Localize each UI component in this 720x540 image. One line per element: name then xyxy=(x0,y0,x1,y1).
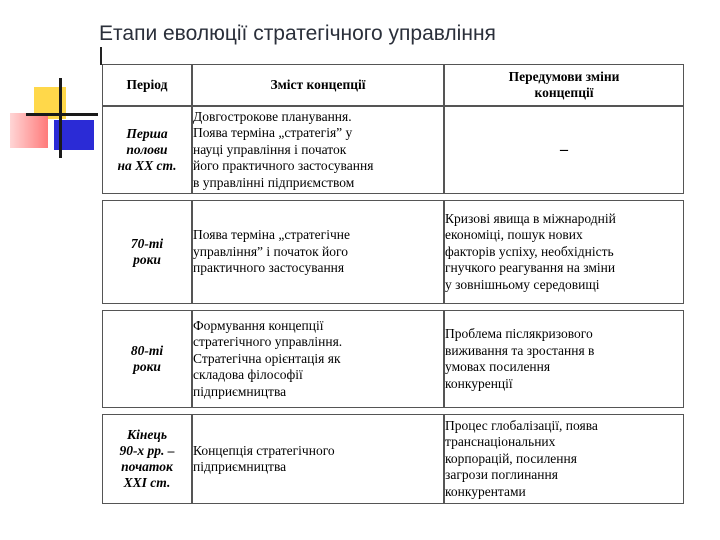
row-3-prerequisites: Проблема післякризового виживання та зростання в умовах посилення конкуренції xyxy=(444,310,684,408)
table-row xyxy=(102,200,684,304)
row-2-period: 70-ті роки xyxy=(102,200,192,304)
evolution-table xyxy=(102,64,684,504)
row-2-prerequisites: Кризові явища в міжнародній економіці, пошук нових факторів успіху, необхідність гнучкого реагування на зміни у зовнішньому середовищі xyxy=(444,200,684,304)
row-4-prerequisites: Процес глобалізації, поява транснаціональних корпорацій, посилення загрози поглинання конкурентами xyxy=(444,414,684,504)
table-tick-mark xyxy=(100,47,102,65)
header-content: Зміст концепції xyxy=(192,64,444,106)
row-3-content: Формування концепції стратегічного управління. Стратегічна орієнтація як складова філософії підприємництва xyxy=(192,310,444,408)
table-row xyxy=(102,414,684,504)
row-1-prerequisites: – xyxy=(444,106,684,194)
horizontal-line xyxy=(26,113,98,116)
table-row xyxy=(102,310,684,408)
vertical-line xyxy=(59,78,62,158)
header-prerequisites: Передумови зміни концепції xyxy=(444,64,684,106)
decorative-squares-graphic xyxy=(0,0,110,170)
table-row xyxy=(102,106,684,194)
row-4-content: Концепція стратегічного підприємництва xyxy=(192,414,444,504)
row-2-content: Поява терміна „стратегічне управління” і початок його практичного застосування xyxy=(192,200,444,304)
row-1-period: Перша полови на ХХ ст. xyxy=(102,106,192,194)
row-3-period: 80-ті роки xyxy=(102,310,192,408)
slide-title: Етапи еволюції стратегічного управління xyxy=(99,22,496,45)
row-4-period: Кінець 90-х рр. – початок ХХІ ст. xyxy=(102,414,192,504)
header-period: Період xyxy=(102,64,192,106)
table-header-row xyxy=(102,64,684,106)
pink-square xyxy=(10,113,48,148)
row-1-content: Довгострокове планування. Поява терміна „стратегія” у науці управління і початок його практичного застосування в управлінні підприємством xyxy=(192,106,444,194)
